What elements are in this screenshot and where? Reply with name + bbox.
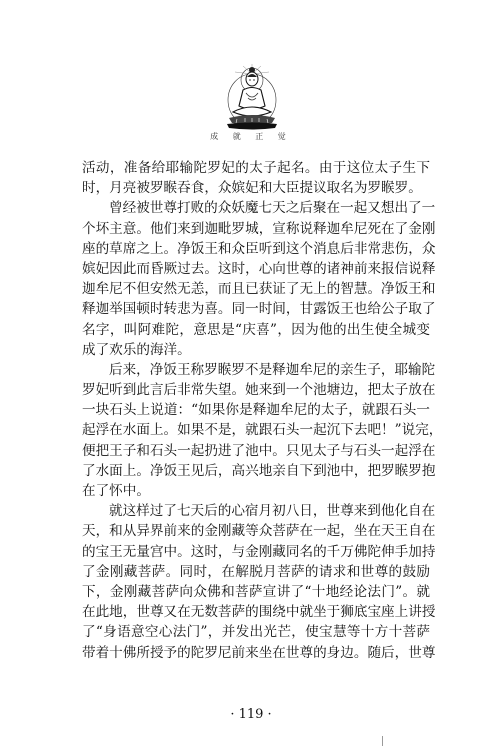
body-text [82,158,443,663]
text-line: 的宝王无量宫中。这时，与金刚藏同名的千万佛陀伸手加持 [82,543,436,560]
text-line: 天，和从异界前来的金刚藏等众菩萨在一起，坐在天王自在 [82,523,436,540]
text-line: 就这样过了七天后的心宿月初八日，世尊来到他化自在 [109,503,436,520]
text-line: 座的草席之上。净饭王和众臣听到这个消息后非常悲伤，众 [82,240,436,257]
text-line: 了水面上。净饭王见后，高兴地亲自下到池中，把罗睺罗抱 [82,462,436,479]
text-line: 迦牟尼不但安然无恙，而且已获证了无上的智慧。净饭王和 [82,281,436,298]
section-caption: 成 就 正 觉 [210,132,292,141]
text-line: 带着十佛所授予的陀罗尼前来坐在世尊的身边。随后，世尊 [82,644,436,661]
text-line: 一块石头上说道：“如果你是释迦牟尼的太子，就跟石头一 [82,402,430,419]
text-line: 个坏主意。他们来到迦毗罗城，宣称说释迦牟尼死在了金刚 [82,220,436,237]
text-line: 在此地，世尊又在无数菩萨的围绕中就坐于狮底宝座上讲授 [82,604,436,621]
text-line: 后来，净饭王称罗睺罗不是释迦牟尼的亲生子，耶输陀 [109,361,436,378]
text-line: 了金刚藏菩萨。同时，在解脱月菩萨的请求和世尊的鼓励 [82,563,430,580]
margin-mark [382,736,383,746]
text-line: 释迦举国顿时转悲为喜。同一时间，甘露饭王也给公子取了 [82,301,436,318]
text-line: 便把王子和石头一起扔进了池中。只见太子与石头一起浮在 [82,442,436,459]
page-number: · 119 · [230,707,272,722]
text-line: 名字，叫阿难陀，意思是“庆喜”，因为他的出生使全城变 [82,321,430,338]
text-line: 成了欢乐的海洋。 [82,341,191,358]
text-line: 时，月亮被罗睺吞食，众嫔妃和大臣提议取名为罗睺罗。 [82,180,422,197]
text-line: 下，金刚藏菩萨向众佛和菩萨宣讲了“十地经论法门”。就 [82,583,430,600]
text-line: 嫔妃因此而昏厥过去。这时，心向世尊的诸神前来报信说释 [82,260,436,277]
text-line: 曾经被世尊打败的众妖魔七天之后聚在一起又想出了一 [109,200,436,217]
text-line: 罗妃听到此言后非常失望。她来到一个池塘边，把太子放在 [82,382,436,399]
seated-buddha-icon [221,62,283,132]
text-line: 活动，准备给耶输陀罗妃的太子起名。由于这位太子生下 [82,160,430,176]
text-line: 起浮在水面上。如果不是，就跟石头一起沉下去吧！”说完， [82,422,443,439]
text-line: 在了怀中。 [82,483,150,499]
text-line: 了“身语意空心法门”，并发出光芒，使宝慧等十方十菩萨 [82,624,430,641]
